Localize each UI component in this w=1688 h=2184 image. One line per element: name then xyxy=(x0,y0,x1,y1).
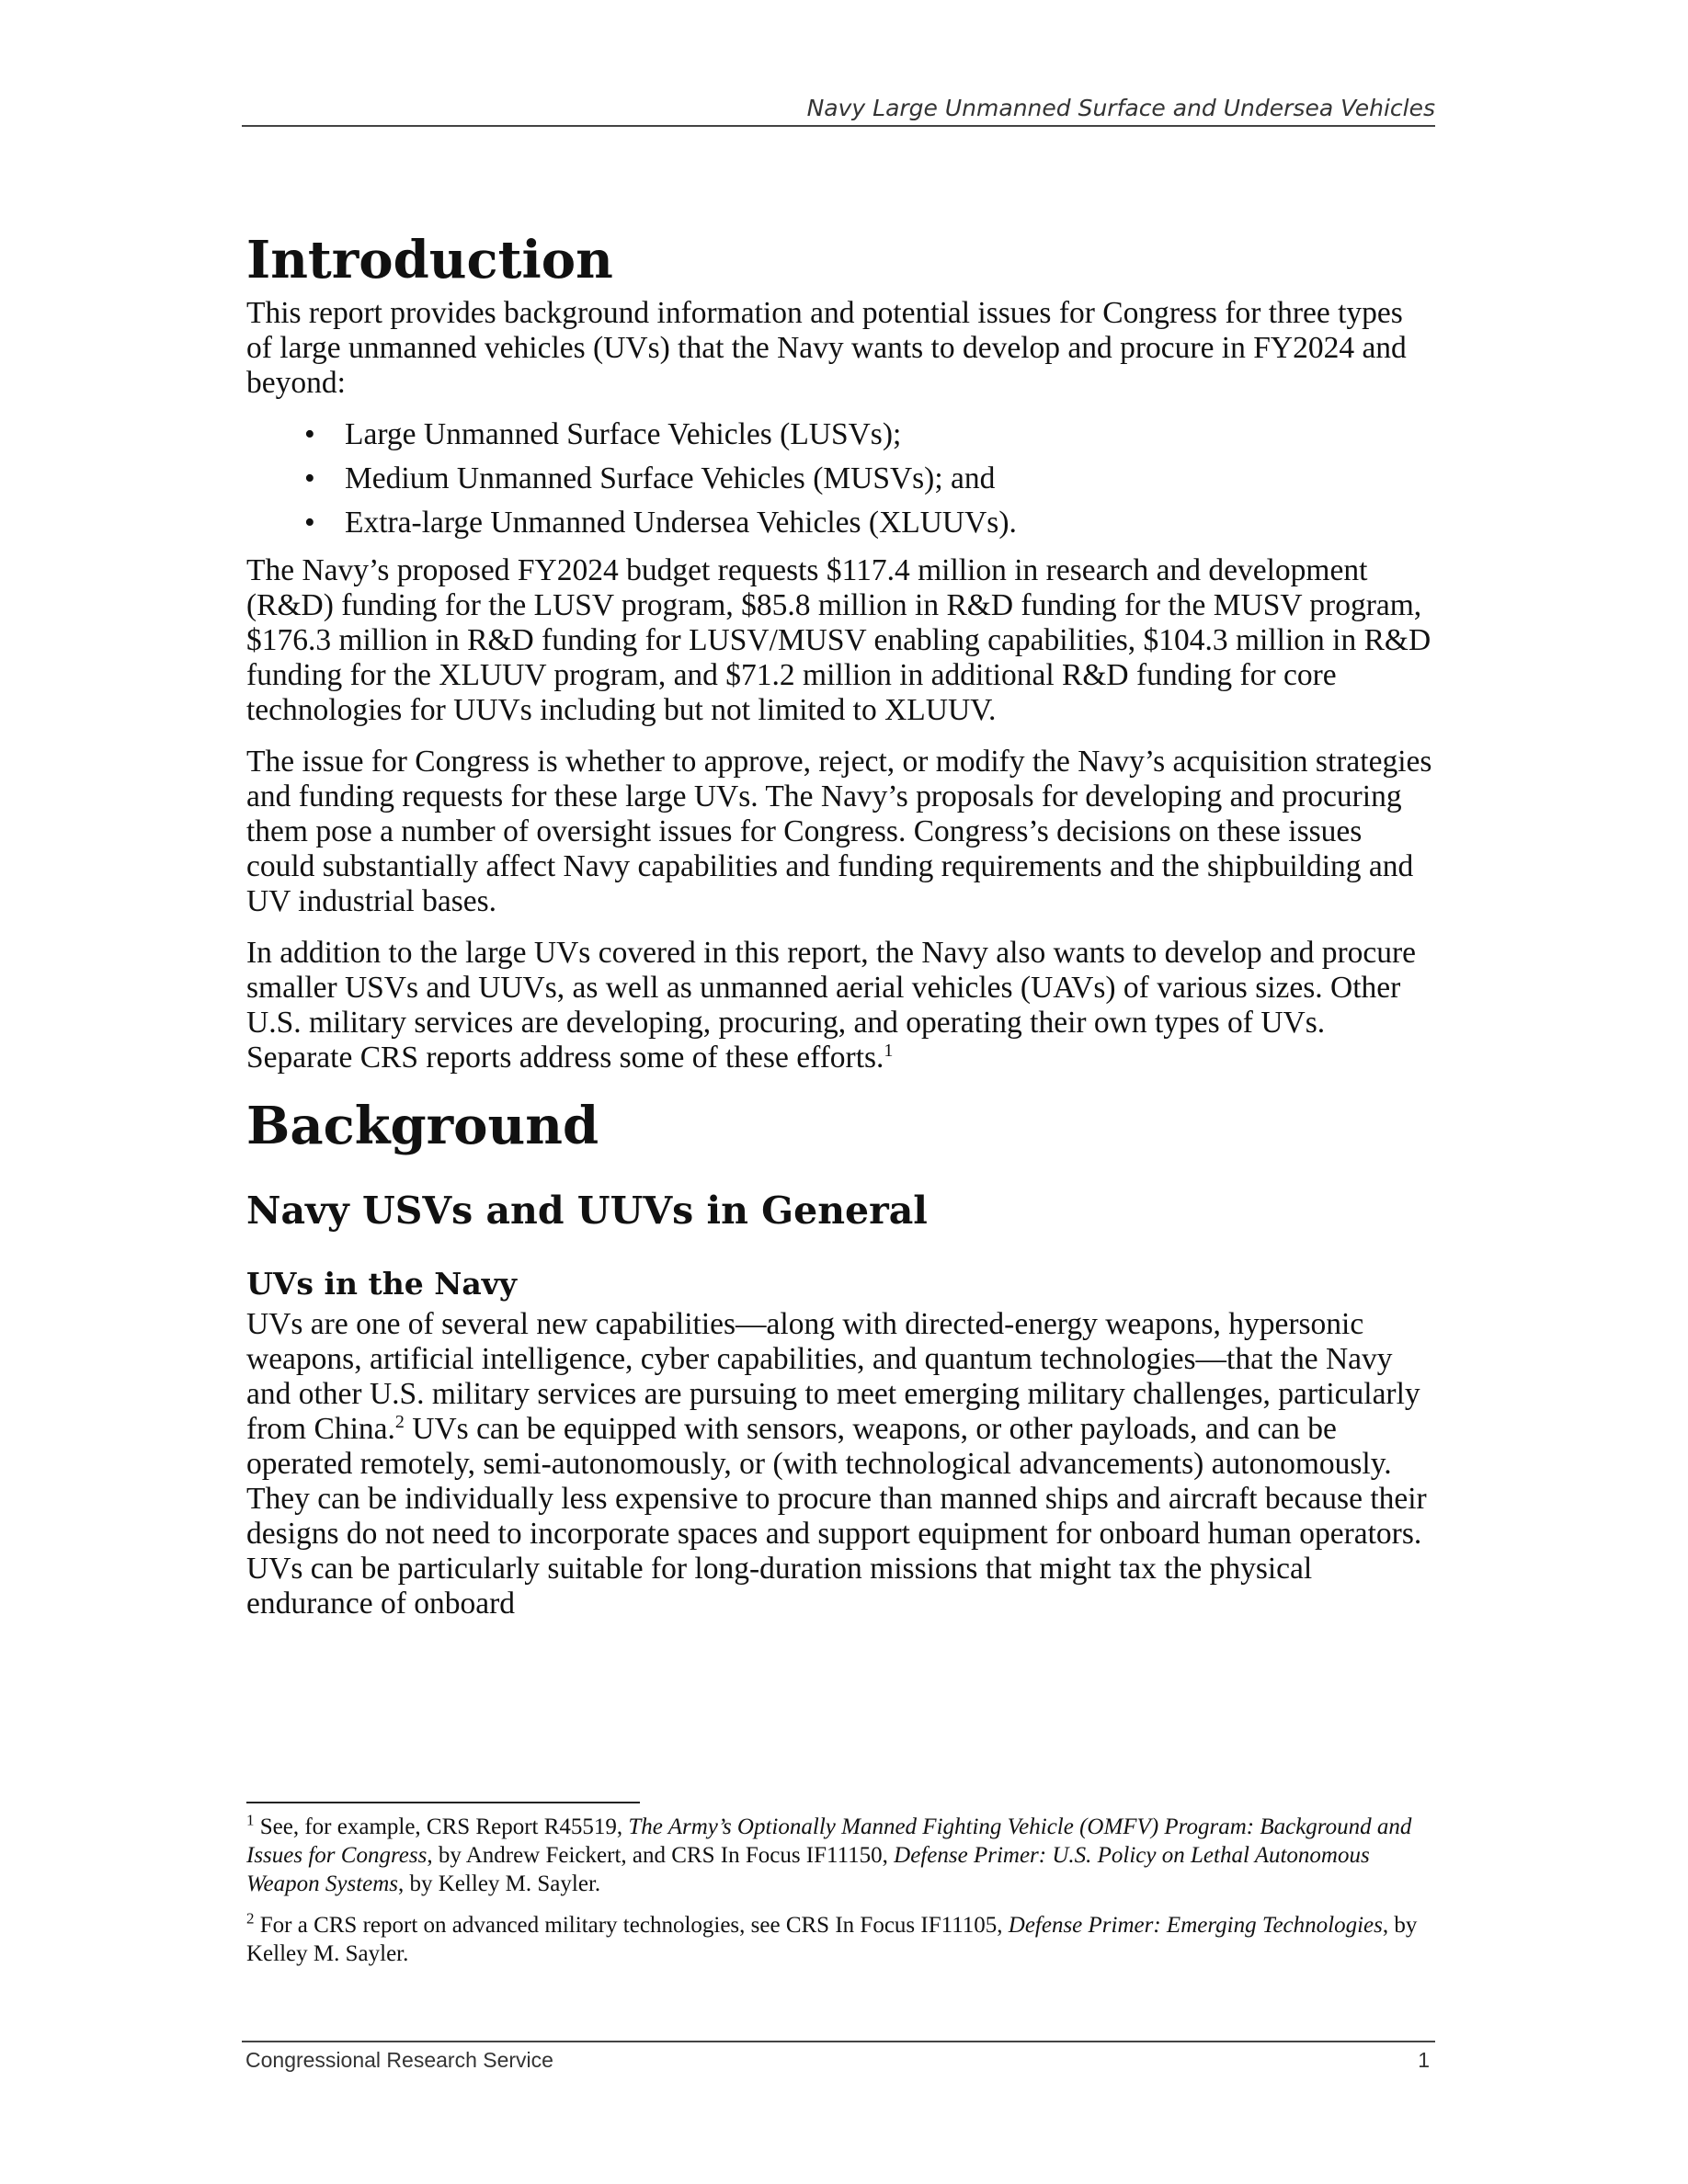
footnote-text: See, for example, CRS Report R45519, xyxy=(254,1814,629,1839)
footnote-citation-title: Defense Primer: U.S. Policy on Lethal Autonomous Weapon Systems xyxy=(246,1843,1370,1896)
footnote-citation-title: Defense Primer: Emerging Technologies xyxy=(1008,1913,1383,1938)
running-footer xyxy=(242,2041,1435,2074)
footnote-ref-2[interactable]: 2 xyxy=(394,1411,405,1432)
footnote-1 xyxy=(246,1813,1434,1898)
subsubheading-uvs-in-navy: UVs in the Navy xyxy=(246,1266,518,1302)
list-item xyxy=(246,506,1434,540)
heading-background: Background xyxy=(246,1096,599,1156)
footer-organization: Congressional Research Service xyxy=(245,2048,553,2072)
footnotes xyxy=(246,1813,1434,1981)
footnote-text: , by Kelley M. Sayler. xyxy=(246,1913,1418,1966)
footnote-number: 1 xyxy=(246,1811,255,1829)
background-paragraph-1 xyxy=(246,1307,1434,1621)
background-paragraph-1-text-a: UVs are one of several new capabilities—along with directed-energy weapons, hypersonic weapons, artificial intelligence, cyber capabilities, and quantum technologies—that the Navy and other U.S. military services are pursuing to meet emerging military challenges, particularly from China. xyxy=(246,1307,1420,1446)
intro-paragraph-4 xyxy=(246,936,1434,1075)
running-header-title: Navy Large Unmanned Surface and Undersea Vehicles xyxy=(806,95,1435,121)
footnote-2 xyxy=(246,1911,1434,1968)
footnote-citation-title: The Army’s Optionally Manned Fighting Vehicle (OMFV) Program: Background and Issues for Congress xyxy=(246,1814,1412,1868)
list-item-text: Large Unmanned Surface Vehicles (LUSVs); xyxy=(345,417,902,451)
heading-introduction: Introduction xyxy=(246,230,613,290)
subheading-usvs-uuvs: Navy USVs and UUVs in General xyxy=(246,1189,928,1233)
intro-paragraph-3: The issue for Congress is whether to approve, reject, or modify the Navy’s acquisition strategies and funding requests for these large UVs. The Navy’s proposals for developing and procuring them pose a number of oversight issues for Congress. Congress’s decisions on these issues could substantially affect Navy capabilities and funding requirements and the shipbuilding and UV industrial bases. xyxy=(246,745,1432,918)
bullet-icon: • xyxy=(304,506,315,540)
bullet-icon: • xyxy=(304,461,315,495)
list-item-text: Medium Unmanned Surface Vehicles (MUSVs); and xyxy=(345,461,996,495)
bullet-icon: • xyxy=(304,417,315,451)
footnote-ref-1[interactable]: 1 xyxy=(884,1040,894,1061)
list-item xyxy=(246,417,1434,452)
vehicle-type-list xyxy=(246,417,1434,540)
footnote-divider xyxy=(246,1802,640,1803)
list-item-text: Extra-large Unmanned Undersea Vehicles (XLUUVs). xyxy=(345,506,1017,540)
footnote-text: , by Kelley M. Sayler. xyxy=(398,1871,601,1896)
footnote-number: 2 xyxy=(246,1909,255,1928)
intro-paragraph-1: This report provides background information and potential issues for Congress for three types of large unmanned vehicles (UVs) that the Navy wants to develop and procure in FY2024 and beyond: xyxy=(246,296,1407,400)
running-header xyxy=(242,92,1435,127)
page-number: 1 xyxy=(1418,2048,1430,2072)
footnote-text: For a CRS report on advanced military technologies, see CRS In Focus IF11105, xyxy=(254,1913,1009,1938)
main-content xyxy=(246,219,1434,1638)
intro-paragraph-4-text: In addition to the large UVs covered in this report, the Navy also wants to develop and procure smaller USVs and UUVs, as well as unmanned aerial vehicles (UAVs) of various sizes. Other U.S. military services are developing, procuring, and operating their own types of UVs. Separate CRS reports address some of these efforts. xyxy=(246,936,1417,1075)
background-paragraph-1-text-b: UVs can be equipped with sensors, weapons, or other payloads, and can be operated remotely, semi-autonomously, or (with technological advancements) autonomously. They can be individually less expensive to procure than manned ships and aircraft because their designs do not need to incorporate spaces and support equipment for onboard human operators. UVs can be particularly suitable for long-duration missions that might tax the physical endurance of onboard xyxy=(246,1412,1427,1621)
intro-paragraph-2: The Navy’s proposed FY2024 budget requests $117.4 million in research and development (R&D) funding for the LUSV program, $85.8 million in R&D funding for the MUSV program, $176.3 million in R&D funding for LUSV/MUSV enabling capabilities, $104.3 million in R&D funding for the XLUUV program, and $71.2 million in additional R&D funding for core technologies for UUVs including but not limited to XLUUV. xyxy=(246,553,1431,727)
footnote-text: , by Andrew Feickert, and CRS In Focus IF11150, xyxy=(427,1843,895,1868)
list-item xyxy=(246,461,1434,496)
